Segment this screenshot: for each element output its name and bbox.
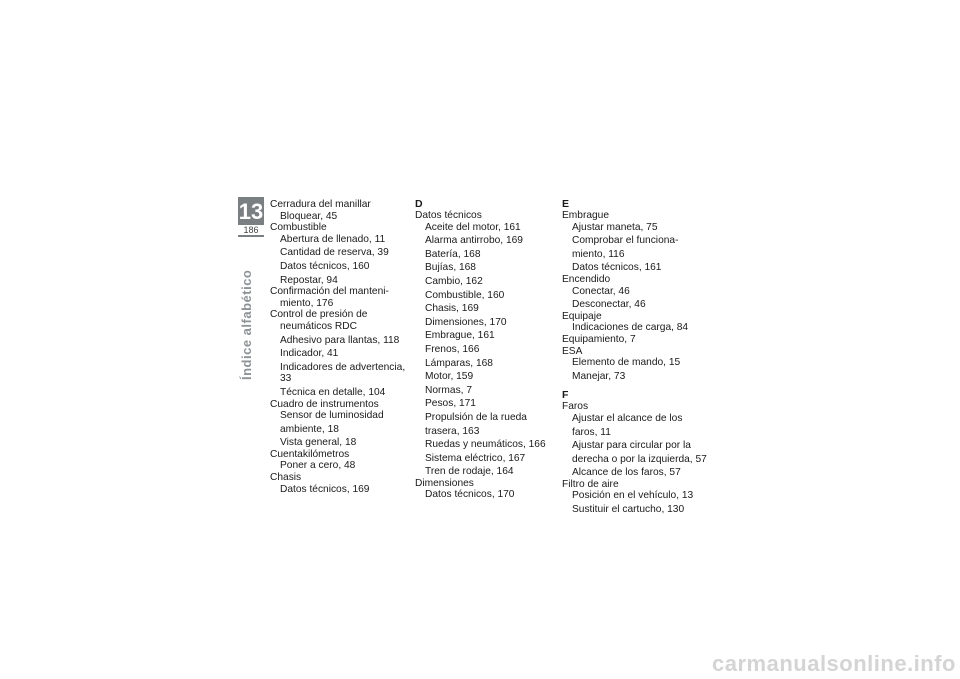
index-column-3 [562,199,707,516]
index-term: Encendido [562,273,611,285]
index-subentry: faros, 11 [572,426,611,438]
index-term: Datos técnicos [415,210,482,221]
watermark: carmanualsonline.info [712,651,956,676]
index-subentry: Datos técnicos, 170 [425,489,515,501]
index-subentry: Vista general, 18 [280,437,357,449]
index-subentry: Alarma antirrobo, 169 [425,235,523,247]
index-entry [270,199,410,222]
index-term: Cuentakilómetros [270,448,350,460]
index-subentry: Manejar, 73 [572,370,626,382]
index-entry [270,309,410,398]
index-entry [270,399,410,449]
index-term: Combustible [270,222,327,234]
index-subentry: Desconectar, 46 [572,299,646,311]
letter-heading: D [415,198,423,210]
index-subentry: Lámparas, 168 [425,357,493,369]
index-subentry: Pesos, 171 [425,398,476,410]
index-term: Equipaje [562,310,602,322]
index-column-2 [415,199,560,501]
index-entry [562,401,707,479]
index-term: Confirmación del manteni- [270,286,389,298]
index-subentry: Poner a cero, 48 [280,460,356,472]
index-subentry: Combustible, 160 [425,289,505,301]
index-subentry: Posición en el vehículo, 13 [572,490,694,502]
index-entry [562,274,707,311]
index-subentry: Abertura de llenado, 11 [280,233,386,245]
index-subentry: Indicadores de advertencia, 33 [280,361,406,385]
index-subentry: Propulsión de la rueda [425,411,527,423]
index-subentry: Repostar, 94 [280,274,338,286]
index-subentry: Alcance de los faros, 57 [572,467,681,479]
index-entry [270,472,410,495]
index-subentry: Datos técnicos, 160 [280,260,370,272]
index-subentry: Indicador, 41 [280,348,339,360]
index-term: Cuadro de instrumentos [270,398,379,410]
index-subentry: Sistema eléctrico, 167 [425,452,526,464]
chapter-marker [238,197,266,237]
index-subentry: Datos técnicos, 161 [572,262,662,274]
index-subentry: Sustituir el cartucho, 130 [572,504,685,516]
index-subentry: Motor, 159 [425,371,474,383]
index-subentry: Conectar, 46 [572,285,630,297]
index-entry [562,210,707,274]
index-subentry: Indicaciones de carga, 84 [572,322,689,334]
index-term: Chasis [270,472,302,484]
index-subentry: Cambio, 162 [425,275,483,287]
index-column-1 [270,199,410,495]
index-subentry: Ajustar maneta, 75 [572,221,658,233]
page-number: 186 [237,225,265,235]
index-subentry: Embrague, 161 [425,330,495,342]
index-subentry: Cantidad de reserva, 39 [280,247,389,259]
index-entry [270,449,410,472]
index-subentry: Ruedas y neumáticos, 166 [425,439,546,451]
index-subentry: Frenos, 166 [425,343,480,355]
index-subentry: miento, 116 [572,248,625,260]
index-entry [562,334,707,346]
index-subentry: Normas, 7 [425,384,472,396]
index-entry [415,478,560,501]
index-entry [562,346,707,383]
index-subentry: Comprobar el funciona- [572,235,679,247]
index-subentry: Batería, 168 [425,248,481,260]
index-subentry: derecha o por la izquierda, 57 [572,453,707,465]
index-term: Cerradura del manillar [270,199,371,210]
index-subentry: Aceite del motor, 161 [425,221,521,233]
section-title: Índice alfabético [239,269,254,380]
letter-heading: E [562,198,570,210]
index-term: Faros [562,401,589,413]
index-subentry: Sensor de luminosidad [280,410,384,422]
index-subentry: Ajustar el alcance de los [572,412,683,424]
letter-heading: F [562,389,569,402]
index-subentry: Técnica en detalle, 104 [280,386,386,398]
index-subentry: Ajustar para circular por la [572,440,691,452]
index-entry [562,311,707,334]
index-entry [562,479,707,516]
index-subentry: Elemento de mando, 15 [572,357,681,369]
index-subentry: miento, 176 [280,297,334,309]
chapter-number: 13 [238,199,264,224]
index-subentry: Tren de rodaje, 164 [425,466,514,478]
index-subentry: Bloquear, 45 [280,210,338,222]
index-subentry: Dimensiones, 170 [425,316,507,328]
index-term: Equipamiento, 7 [562,333,636,345]
index-subentry: Bujías, 168 [425,262,476,274]
index-subentry: Chasis, 169 [425,303,479,315]
index-subentry: neumáticos RDC [280,320,357,332]
index-subentry: ambiente, 18 [280,423,339,435]
index-term: Dimensiones [415,477,474,489]
index-subentry: Datos técnicos, 169 [280,483,370,495]
chapter-tab [238,197,264,237]
index-subentry: trasera, 163 [425,425,480,437]
index-entry [415,210,560,478]
index-term: Control de presión de [270,309,368,321]
index-term: Filtro de aire [562,478,619,490]
index-term: Embrague [562,210,610,221]
index-term: ESA [562,345,583,357]
index-entry [270,286,410,309]
index-subentry: Adhesivo para llantas, 118 [280,334,400,346]
index-entry [270,222,410,286]
